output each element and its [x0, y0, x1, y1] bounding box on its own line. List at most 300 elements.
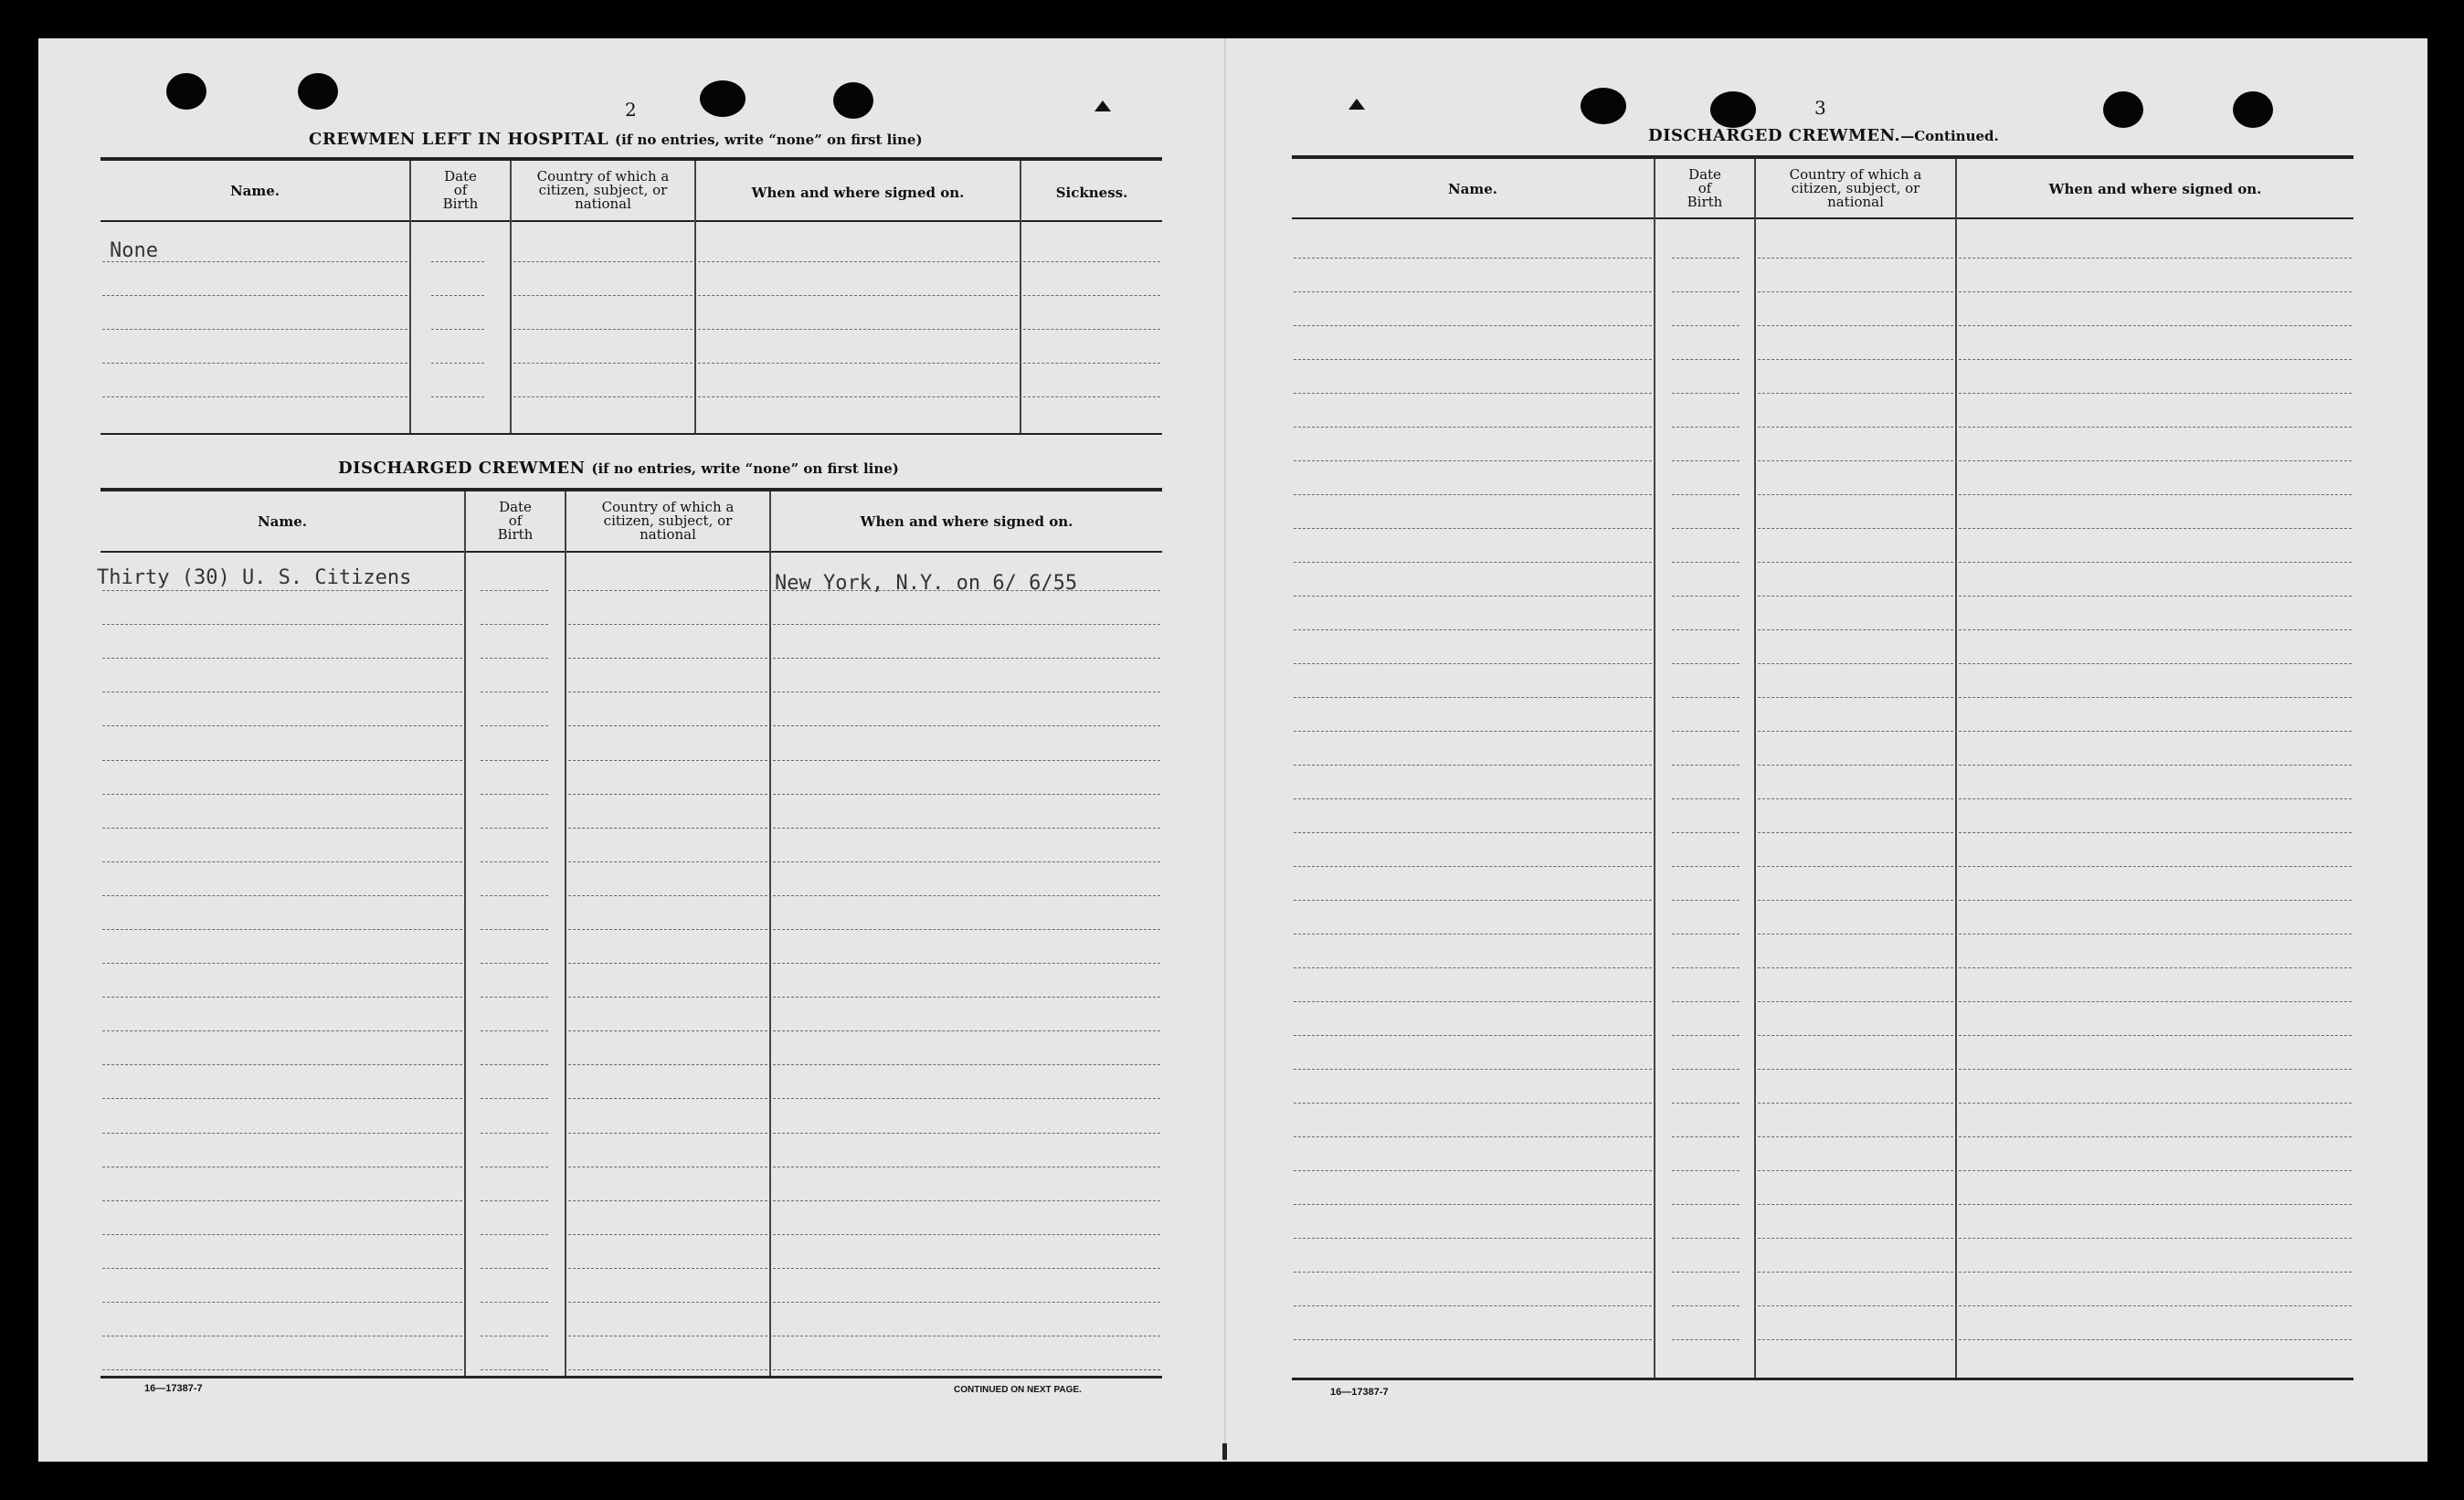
form-number-left: 16—17387-7	[144, 1383, 203, 1394]
ruled-line	[1294, 1136, 1652, 1137]
ruled-line	[1672, 1272, 1740, 1273]
hospital-bottom-rule	[100, 433, 1162, 435]
ruled-line	[773, 1268, 1160, 1269]
ruled-line	[773, 895, 1160, 896]
ruled-line	[513, 396, 693, 397]
ruled-line	[1294, 291, 1652, 292]
ruled-line	[1672, 528, 1740, 529]
ruled-line	[1294, 1069, 1652, 1070]
discharged-entry-name: Thirty (30) U. S. Citizens	[97, 566, 412, 589]
discharged-title-text: DISCHARGED CREWMEN	[338, 459, 586, 478]
ruled-line	[1294, 866, 1652, 867]
dob-line-3: Birth	[1687, 194, 1723, 210]
ruled-line	[481, 1302, 548, 1303]
country-line-3: national	[1827, 194, 1884, 210]
ruled-line	[1023, 363, 1160, 364]
ruled-line	[1758, 528, 1953, 529]
ruled-line	[1959, 562, 2352, 563]
country-line-2: citizen, subject, or	[1791, 180, 1920, 196]
hospital-instruction: (if no entries, write “none” on first line)	[615, 132, 923, 148]
ruled-line	[1758, 1238, 1953, 1239]
ruled-line	[568, 725, 767, 726]
ruled-line	[1672, 359, 1740, 360]
ruled-line	[1294, 1305, 1652, 1306]
right-header-rule	[1292, 217, 2353, 219]
ruled-line	[1758, 832, 1953, 833]
ruled-line	[1672, 258, 1740, 259]
right-col-divider	[1754, 159, 1756, 1378]
ruled-line	[773, 725, 1160, 726]
ruled-line	[773, 1200, 1160, 1201]
ruled-line	[568, 1234, 767, 1235]
discharged-col-signed: When and where signed on.	[860, 513, 1073, 530]
ruled-line	[1294, 528, 1652, 529]
ruled-line	[773, 963, 1160, 964]
punch-hole-6	[1710, 91, 1756, 128]
right-section-title	[1648, 126, 1999, 145]
ruled-line	[1023, 396, 1160, 397]
ruled-line	[431, 261, 484, 262]
ruled-line	[1959, 731, 2352, 732]
ruled-line	[1294, 1001, 1652, 1002]
hospital-col-sickness: Sickness.	[1055, 185, 1128, 201]
punch-hole-1	[166, 73, 206, 110]
ruled-line	[1672, 427, 1740, 428]
ruled-line	[1758, 1339, 1953, 1340]
ruled-line	[1758, 596, 1953, 597]
punch-hole-4	[833, 82, 873, 119]
ruled-line	[1294, 629, 1652, 630]
ruled-line	[773, 1133, 1160, 1134]
ruled-line	[568, 794, 767, 795]
hospital-col-dob	[411, 170, 510, 211]
ruled-line	[1672, 1103, 1740, 1104]
ruled-line	[1672, 1339, 1740, 1340]
discharged-section-title	[338, 459, 899, 478]
discharged-entry-signed: New York, N.Y. on 6/ 6/55	[775, 572, 1078, 595]
ruled-line	[102, 794, 462, 795]
ruled-line	[481, 794, 548, 795]
ruled-line	[1959, 325, 2352, 326]
ruled-line	[1959, 460, 2352, 461]
ruled-line	[773, 1064, 1160, 1065]
hospital-header-rule	[100, 220, 1162, 222]
ruled-line	[1959, 798, 2352, 799]
ruled-line	[102, 1133, 462, 1134]
ruled-line	[102, 1030, 462, 1031]
ruled-line	[1959, 934, 2352, 935]
ruled-line	[568, 590, 767, 591]
ruled-line	[1758, 900, 1953, 901]
dob-line-1: Date	[499, 499, 532, 515]
ruled-line	[102, 1369, 462, 1370]
dob-line-2: of	[453, 182, 468, 198]
ruled-line	[102, 590, 462, 591]
ruled-line	[1959, 427, 2352, 428]
dob-line-3: Birth	[442, 195, 479, 212]
discharged-col-divider	[565, 491, 566, 1376]
ruled-line	[773, 861, 1160, 862]
ruled-line	[1294, 1272, 1652, 1273]
ruled-line	[1294, 731, 1652, 732]
page-number-right: 3	[1814, 97, 1826, 119]
ruled-line	[1758, 1170, 1953, 1171]
punch-hole-7	[2103, 91, 2143, 128]
ruled-line	[698, 396, 1018, 397]
ruled-line	[568, 624, 767, 625]
ruled-line	[1758, 1069, 1953, 1070]
ruled-line	[1672, 1136, 1740, 1137]
discharged-col-name: Name.	[257, 513, 308, 530]
ruled-line	[773, 794, 1160, 795]
ruled-line	[773, 760, 1160, 761]
ruled-line	[481, 963, 548, 964]
ruled-line	[1959, 1170, 2352, 1171]
ruled-line	[773, 828, 1160, 829]
ruled-line	[102, 396, 407, 397]
discharged-instruction: (if no entries, write “none” on first line)	[591, 460, 899, 477]
ruled-line	[568, 1030, 767, 1031]
right-top-rule	[1292, 155, 2353, 159]
ruled-line	[1959, 697, 2352, 698]
ruled-line	[1672, 460, 1740, 461]
right-title-suffix: —Continued.	[1900, 128, 1999, 144]
ruled-line	[698, 295, 1018, 296]
right-col-divider	[1654, 159, 1655, 1378]
discharged-col-dob	[466, 501, 565, 542]
ruled-line	[773, 1302, 1160, 1303]
ruled-line	[1959, 967, 2352, 968]
ruled-line	[102, 895, 462, 896]
right-col-signed: When and where signed on.	[2048, 181, 2262, 197]
ruled-line	[1758, 460, 1953, 461]
ruled-line	[1294, 460, 1652, 461]
ruled-line	[1758, 562, 1953, 563]
ruled-line	[568, 929, 767, 930]
ruled-line	[1959, 393, 2352, 394]
hospital-col-divider	[694, 161, 696, 433]
discharged-top-rule	[100, 488, 1162, 491]
ruled-line	[1294, 900, 1652, 901]
ruled-line	[1294, 1238, 1652, 1239]
ruled-line	[481, 1030, 548, 1031]
ruled-line	[1758, 663, 1953, 664]
ruled-line	[1758, 934, 1953, 935]
ruled-line	[1758, 258, 1953, 259]
ruled-line	[1294, 697, 1652, 698]
ruled-line	[568, 861, 767, 862]
ruled-line	[1672, 967, 1740, 968]
ruled-line	[1672, 1001, 1740, 1002]
ruled-line	[481, 828, 548, 829]
ruled-line	[1758, 1204, 1953, 1205]
country-line-1: Country of which a	[1789, 166, 1922, 183]
ruled-line	[568, 760, 767, 761]
right-col-name: Name.	[1447, 181, 1498, 197]
ruled-line	[1294, 258, 1652, 259]
ruled-line	[513, 363, 693, 364]
ruled-line	[1758, 1305, 1953, 1306]
punch-hole-8	[2233, 91, 2273, 128]
ruled-line	[481, 1133, 548, 1134]
ruled-line	[1758, 731, 1953, 732]
ruled-line	[1672, 731, 1740, 732]
ruled-line	[102, 1302, 462, 1303]
ruled-line	[568, 828, 767, 829]
hospital-title-text: CREWMEN LEFT IN HOSPITAL	[309, 130, 609, 149]
ruled-line	[1959, 1272, 2352, 1273]
ruled-line	[102, 658, 462, 659]
ruled-line	[1672, 291, 1740, 292]
discharged-col-divider	[769, 491, 771, 1376]
ruled-line	[1959, 1001, 2352, 1002]
ruled-line	[102, 760, 462, 761]
ruled-line	[568, 997, 767, 998]
country-line-1: Country of which a	[536, 168, 670, 185]
ruled-line	[1758, 1001, 1953, 1002]
ruled-line	[1672, 629, 1740, 630]
ruled-line	[1294, 325, 1652, 326]
ruled-line	[481, 658, 548, 659]
ruled-line	[1758, 629, 1953, 630]
ruled-line	[1294, 359, 1652, 360]
ruled-line	[481, 929, 548, 930]
ruled-line	[1294, 934, 1652, 935]
page-number-left: 2	[625, 99, 637, 121]
ruled-line	[1672, 832, 1740, 833]
fold-mark	[1222, 1443, 1227, 1460]
ruled-line	[102, 1268, 462, 1269]
ruled-line	[1672, 934, 1740, 935]
ruled-line	[481, 861, 548, 862]
ruled-line	[773, 1030, 1160, 1031]
ruled-line	[1758, 427, 1953, 428]
ruled-line	[1959, 1238, 2352, 1239]
ruled-line	[1959, 629, 2352, 630]
ruled-line	[698, 329, 1018, 330]
ruled-line	[1023, 261, 1160, 262]
ruled-line	[1294, 393, 1652, 394]
ruled-line	[102, 929, 462, 930]
ruled-line	[102, 1064, 462, 1065]
dob-line-1: Date	[1688, 166, 1721, 183]
country-line-3: national	[640, 526, 696, 543]
ruled-line	[1959, 900, 2352, 901]
ruled-line	[1294, 967, 1652, 968]
hospital-top-rule	[100, 157, 1162, 161]
ruled-line	[481, 1268, 548, 1269]
ruled-line	[1672, 1035, 1740, 1036]
ruled-line	[513, 295, 693, 296]
ruled-line	[513, 261, 693, 262]
ruled-line	[1672, 494, 1740, 495]
right-col-divider	[1955, 159, 1957, 1378]
ruled-line	[1294, 1170, 1652, 1171]
ruled-line	[1758, 697, 1953, 698]
ruled-line	[1294, 1204, 1652, 1205]
ruled-line	[1758, 494, 1953, 495]
ruled-line	[1758, 765, 1953, 766]
ruled-line	[481, 895, 548, 896]
ruled-line	[1758, 866, 1953, 867]
ruled-line	[773, 624, 1160, 625]
ruled-line	[1672, 663, 1740, 664]
ruled-line	[481, 590, 548, 591]
ruled-line	[102, 997, 462, 998]
discharged-col-divider	[464, 491, 466, 1376]
ruled-line	[1672, 1069, 1740, 1070]
ruled-line	[1959, 765, 2352, 766]
ruled-line	[1959, 1136, 2352, 1137]
ruled-line	[1672, 900, 1740, 901]
dob-line-3: Birth	[497, 526, 534, 543]
ruled-line	[102, 1234, 462, 1235]
ruled-line	[102, 828, 462, 829]
ruled-line	[1294, 1035, 1652, 1036]
ruled-line	[1758, 1136, 1953, 1137]
ruled-line	[1758, 967, 1953, 968]
ruled-line	[1959, 528, 2352, 529]
ruled-line	[1758, 1035, 1953, 1036]
registration-arrow-right	[1348, 99, 1365, 110]
ruled-line	[773, 1234, 1160, 1235]
ruled-line	[1959, 359, 2352, 360]
ruled-line	[481, 725, 548, 726]
ruled-line	[568, 1098, 767, 1099]
ruled-line	[513, 329, 693, 330]
right-col-country	[1756, 168, 1955, 209]
right-col-dob	[1655, 168, 1754, 209]
ruled-line	[481, 1098, 548, 1099]
ruled-line	[1758, 291, 1953, 292]
ruled-line	[1294, 494, 1652, 495]
ruled-line	[568, 1200, 767, 1201]
discharged-bottom-rule	[100, 1376, 1162, 1379]
right-title-text: DISCHARGED CREWMEN.	[1648, 126, 1901, 145]
ruled-line	[1959, 1204, 2352, 1205]
ruled-line	[1758, 393, 1953, 394]
ruled-line	[1672, 562, 1740, 563]
ruled-line	[1672, 1170, 1740, 1171]
ruled-line	[1023, 295, 1160, 296]
ruled-line	[1959, 258, 2352, 259]
ruled-line	[102, 624, 462, 625]
ruled-line	[102, 295, 407, 296]
ruled-line	[773, 658, 1160, 659]
ruled-line	[773, 997, 1160, 998]
ruled-line	[102, 963, 462, 964]
ruled-line	[102, 329, 407, 330]
hospital-col-divider	[1020, 161, 1021, 433]
ruled-line	[568, 1268, 767, 1269]
hospital-col-signed: When and where signed on.	[751, 185, 965, 201]
ruled-line	[102, 861, 462, 862]
ruled-line	[1294, 562, 1652, 563]
ruled-line	[1672, 1238, 1740, 1239]
ruled-line	[1672, 798, 1740, 799]
ruled-line	[1023, 329, 1160, 330]
ruled-line	[1672, 765, 1740, 766]
country-line-3: national	[575, 195, 631, 212]
ruled-line	[102, 1200, 462, 1201]
ruled-line	[102, 725, 462, 726]
ruled-line	[568, 963, 767, 964]
ruled-line	[1294, 765, 1652, 766]
ruled-line	[1959, 663, 2352, 664]
ruled-line	[1959, 1305, 2352, 1306]
ruled-line	[1758, 325, 1953, 326]
hospital-col-country	[512, 170, 694, 211]
ruled-line	[1672, 596, 1740, 597]
ruled-line	[431, 295, 484, 296]
punch-hole-3	[700, 80, 746, 117]
country-line-2: citizen, subject, or	[603, 512, 733, 529]
ruled-line	[1672, 393, 1740, 394]
ruled-line	[1672, 697, 1740, 698]
ruled-line	[773, 1369, 1160, 1370]
ruled-line	[1672, 325, 1740, 326]
country-line-2: citizen, subject, or	[538, 182, 668, 198]
ruled-line	[1959, 291, 2352, 292]
ruled-line	[431, 329, 484, 330]
document-paper	[38, 38, 2427, 1462]
ruled-line	[1294, 832, 1652, 833]
punch-hole-5	[1581, 88, 1626, 124]
ruled-line	[1294, 596, 1652, 597]
ruled-line	[431, 396, 484, 397]
ruled-line	[481, 1369, 548, 1370]
ruled-line	[1294, 427, 1652, 428]
dob-line-2: of	[1697, 180, 1712, 196]
ruled-line	[1294, 1103, 1652, 1104]
ruled-line	[1672, 866, 1740, 867]
dob-line-2: of	[508, 512, 523, 529]
ruled-line	[698, 261, 1018, 262]
discharged-header-rule	[100, 551, 1162, 553]
ruled-line	[481, 760, 548, 761]
ruled-line	[1672, 1204, 1740, 1205]
ruled-line	[1758, 798, 1953, 799]
ruled-line	[1294, 663, 1652, 664]
ruled-line	[1758, 1103, 1953, 1104]
country-line-1: Country of which a	[601, 499, 735, 515]
ruled-line	[1959, 1069, 2352, 1070]
ruled-line	[568, 1369, 767, 1370]
registration-arrow-left	[1095, 100, 1111, 111]
ruled-line	[1959, 1035, 2352, 1036]
ruled-line	[698, 363, 1018, 364]
discharged-col-country	[566, 501, 769, 542]
ruled-line	[481, 997, 548, 998]
ruled-line	[568, 1064, 767, 1065]
ruled-line	[1959, 596, 2352, 597]
hospital-section-title	[309, 130, 923, 149]
ruled-line	[773, 1098, 1160, 1099]
ruled-line	[481, 1200, 548, 1201]
page-fold	[1224, 38, 1226, 1462]
ruled-line	[1294, 1339, 1652, 1340]
ruled-line	[1758, 1272, 1953, 1273]
punch-hole-2	[298, 73, 338, 110]
ruled-line	[568, 1302, 767, 1303]
ruled-line	[1758, 359, 1953, 360]
ruled-line	[773, 929, 1160, 930]
ruled-line	[481, 1234, 548, 1235]
ruled-line	[481, 624, 548, 625]
ruled-line	[1959, 866, 2352, 867]
ruled-line	[102, 363, 407, 364]
ruled-line	[1959, 832, 2352, 833]
